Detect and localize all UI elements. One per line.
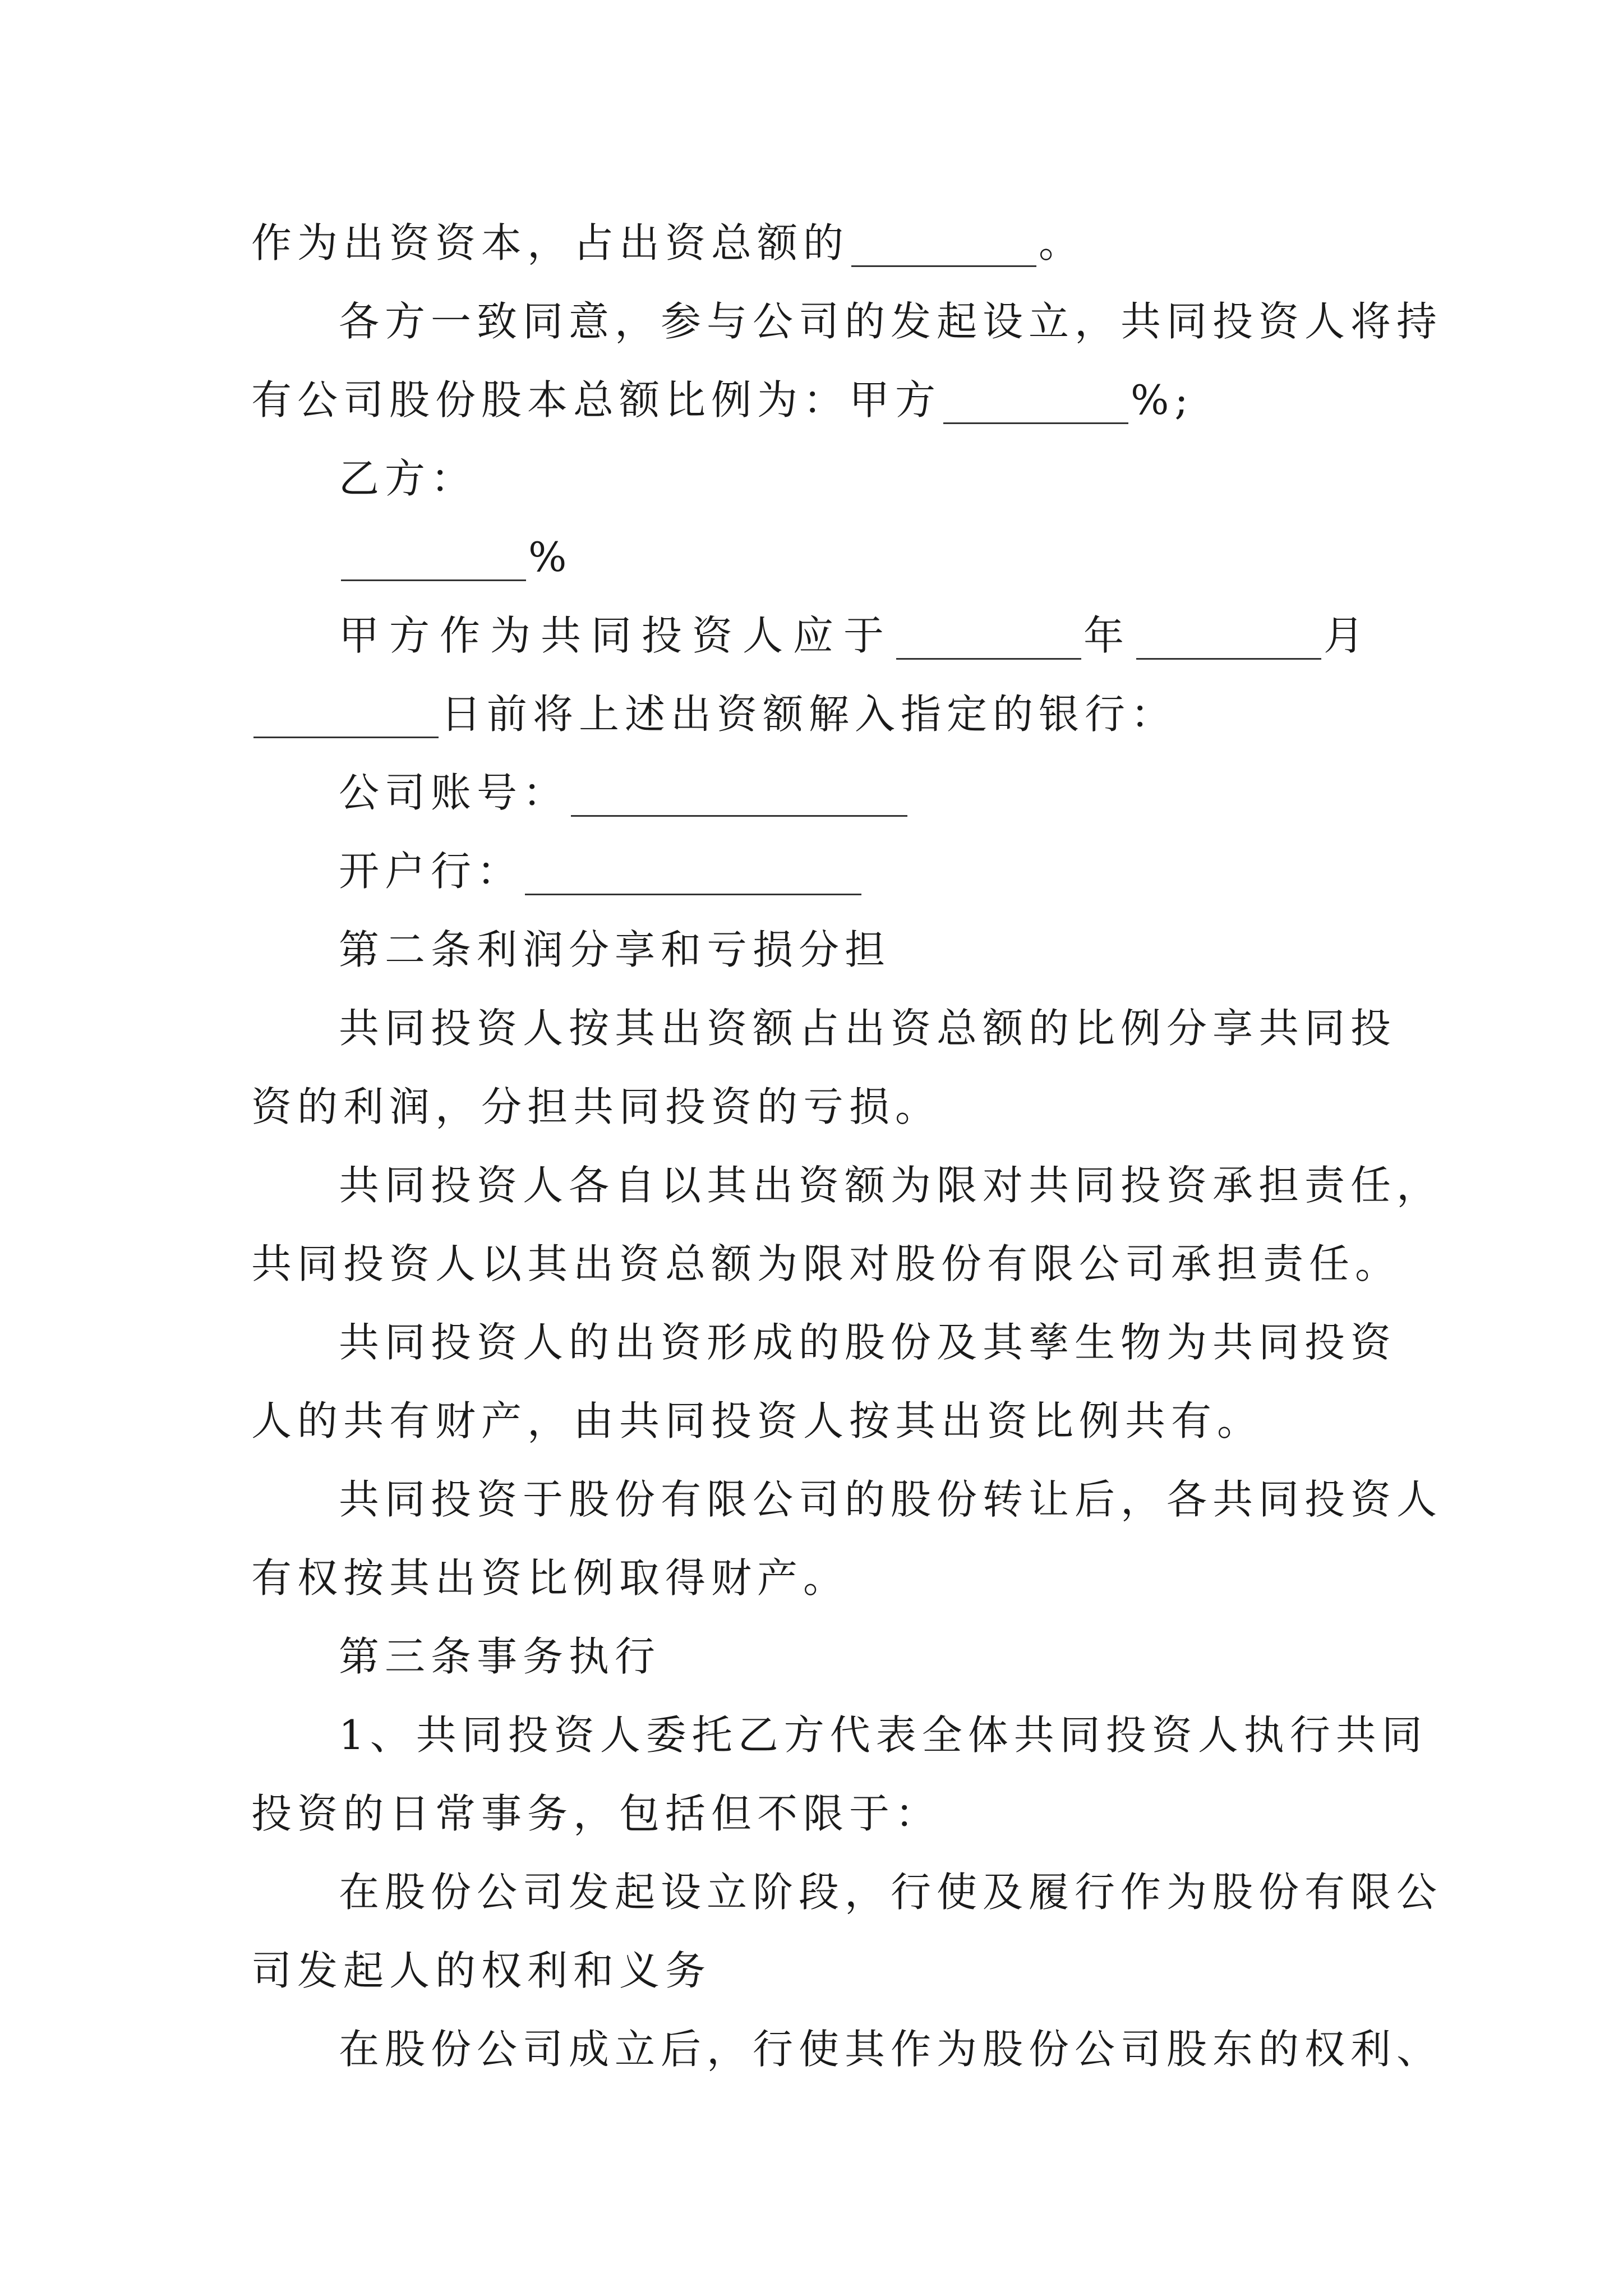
text-segment: %; xyxy=(1131,376,1194,424)
blank-field xyxy=(253,696,439,738)
blank-field xyxy=(571,775,907,817)
text-segment: 乙方： xyxy=(339,455,477,502)
text-segment: 共同投资人的出资形成的股份及其孳生物为共同投资 xyxy=(339,1319,1397,1366)
text-segment: 在股份公司发起设立阶段，行使及履行作为股份有限公 xyxy=(339,1869,1443,1916)
text-segment: 第二条利润分享和亏损分担 xyxy=(339,926,891,973)
paragraph-line xyxy=(339,1157,1442,1213)
paragraph-line xyxy=(339,1864,1442,1920)
text-segment: 公司账号： xyxy=(339,769,569,816)
paragraph-line xyxy=(339,1000,1396,1056)
text-segment: 1、共同投资人委托乙方代表全体共同投资人执行共同 xyxy=(339,1711,1428,1759)
paragraph-line xyxy=(339,450,477,507)
paragraph-line xyxy=(339,1707,1428,1763)
text-segment: % xyxy=(528,533,573,581)
paragraph-line xyxy=(339,293,1442,349)
blank-field xyxy=(851,225,1036,267)
blank-field xyxy=(943,382,1128,424)
text-line xyxy=(339,843,864,899)
section-heading xyxy=(339,1628,661,1685)
text-segment: 日前将上述出资额解入指定的银行： xyxy=(441,691,1177,738)
paragraph-line xyxy=(251,1236,1401,1292)
paragraph-line xyxy=(251,1786,941,1842)
text-segment: 第三条事务执行 xyxy=(339,1633,661,1680)
text-line xyxy=(251,686,1177,742)
text-segment: 年 xyxy=(1083,612,1135,659)
text-segment: 开户行： xyxy=(339,848,523,895)
text-segment: 共同投资人各自以其出资额为限对共同投资承担责任， xyxy=(339,1162,1443,1209)
paragraph-line xyxy=(339,1314,1396,1370)
text-segment: 甲方作为共同投资人应于 xyxy=(339,612,895,659)
section-heading xyxy=(339,922,891,978)
text-line xyxy=(339,608,1374,664)
text-segment: 共同投资于股份有限公司的股份转让后，各共同投资人 xyxy=(339,1476,1443,1523)
paragraph-line xyxy=(339,2021,1442,2077)
blank-field xyxy=(341,539,526,581)
text-segment: 各方一致同意，参与公司的发起设立，共同投资人将持 xyxy=(339,298,1443,345)
text-segment: 投资的日常事务，包括但不限于： xyxy=(251,1790,942,1837)
paragraph-line xyxy=(251,1393,1263,1449)
text-segment: 资的利润，分担共同投资的亏损。 xyxy=(251,1083,942,1130)
text-segment: 。 xyxy=(1039,219,1085,266)
text-segment: 有公司股份股本总额比例为：甲方 xyxy=(251,376,942,424)
text-line xyxy=(251,215,1085,271)
paragraph-line xyxy=(251,1079,941,1135)
text-segment: 司发起人的权利和义务 xyxy=(251,1947,712,1994)
text-segment: 人的共有财产，由共同投资人按其出资比例共有。 xyxy=(251,1397,1264,1444)
text-segment: 在股份公司成立后，行使其作为股份公司股东的权利、 xyxy=(339,2026,1443,2073)
paragraph-line xyxy=(251,1943,711,1999)
blank-field xyxy=(525,853,861,895)
text-segment: 共同投资人以其出资总额为限对股份有限公司承担责任。 xyxy=(251,1240,1401,1287)
text-line xyxy=(251,372,1194,428)
blank-field xyxy=(1136,618,1321,660)
paragraph-line xyxy=(339,1471,1442,1527)
text-segment: 作为出资资本，占出资总额的 xyxy=(251,219,850,266)
paragraph-line xyxy=(251,1550,849,1606)
blank-field xyxy=(896,618,1081,660)
text-segment: 月 xyxy=(1324,612,1375,659)
text-segment: 有权按其出资比例取得财产。 xyxy=(251,1554,850,1602)
text-line xyxy=(339,765,910,821)
text-segment: 共同投资人按其出资额占出资总额的比例分享共同投 xyxy=(339,1005,1397,1052)
text-line xyxy=(339,529,572,585)
